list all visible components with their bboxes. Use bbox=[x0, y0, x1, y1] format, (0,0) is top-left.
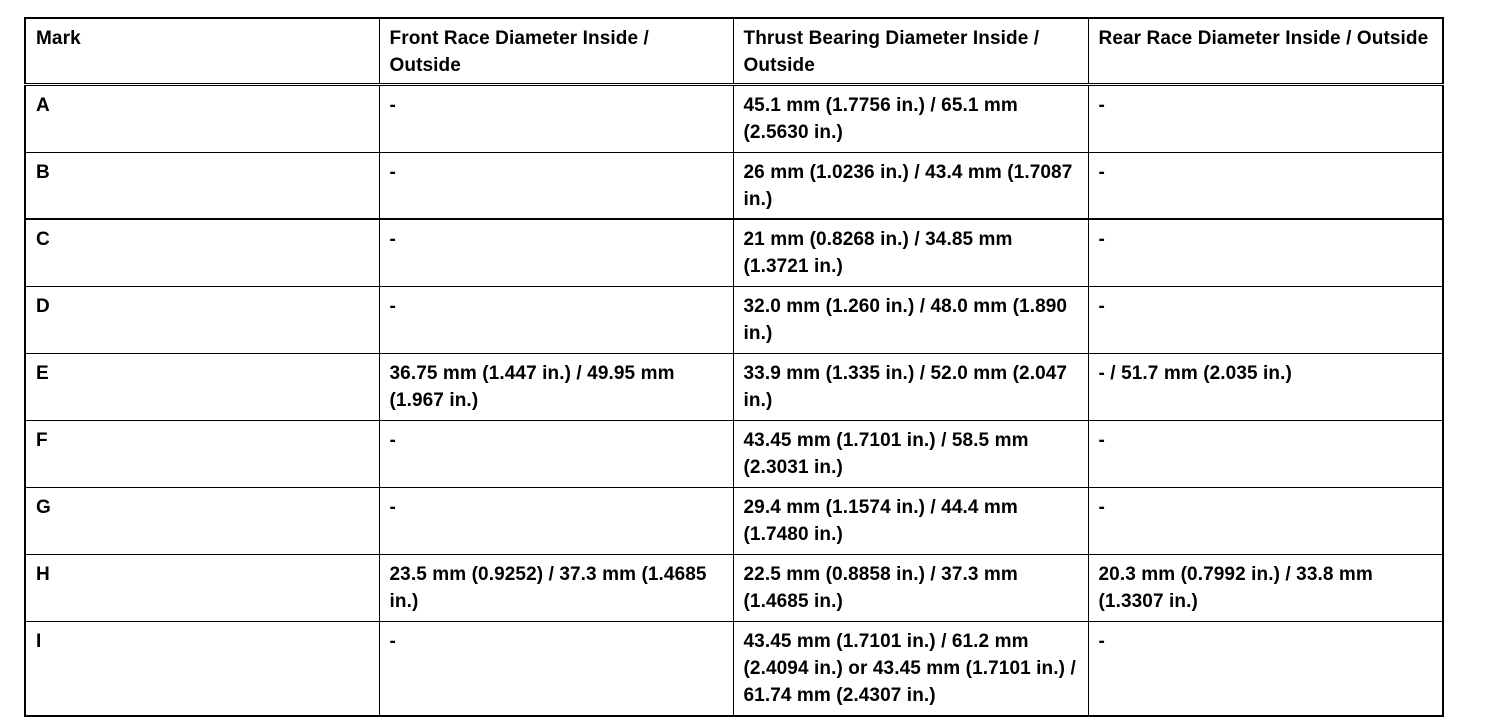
cell-thrust-bearing: 33.9 mm (1.335 in.) / 52.0 mm (2.047 in.) bbox=[733, 354, 1088, 421]
cell-mark: I bbox=[25, 622, 379, 717]
cell-rear-race: - bbox=[1088, 421, 1443, 488]
table-row bbox=[25, 85, 1443, 153]
header-mark: Mark bbox=[25, 18, 379, 85]
table-row bbox=[25, 622, 1443, 717]
cell-mark: H bbox=[25, 555, 379, 622]
cell-thrust-bearing: 21 mm (0.8268 in.) / 34.85 mm (1.3721 in.) bbox=[733, 219, 1088, 287]
cell-thrust-bearing: 32.0 mm (1.260 in.) / 48.0 mm (1.890 in.) bbox=[733, 287, 1088, 354]
cell-thrust-bearing: 43.45 mm (1.7101 in.) / 58.5 mm (2.3031 in.) bbox=[733, 421, 1088, 488]
header-front-race-diameter: Front Race Diameter Inside / Outside bbox=[379, 18, 733, 85]
table-row bbox=[25, 488, 1443, 555]
cell-mark: F bbox=[25, 421, 379, 488]
cell-front-race: 23.5 mm (0.9252) / 37.3 mm (1.4685 in.) bbox=[379, 555, 733, 622]
cell-mark: B bbox=[25, 153, 379, 220]
table-row bbox=[25, 555, 1443, 622]
bearing-race-table-container bbox=[24, 17, 1442, 717]
cell-thrust-bearing: 29.4 mm (1.1574 in.) / 44.4 mm (1.7480 in.) bbox=[733, 488, 1088, 555]
cell-thrust-bearing: 22.5 mm (0.8858 in.) / 37.3 mm (1.4685 in.) bbox=[733, 555, 1088, 622]
table-row bbox=[25, 354, 1443, 421]
cell-front-race: - bbox=[379, 287, 733, 354]
cell-front-race: - bbox=[379, 219, 733, 287]
table-row bbox=[25, 219, 1443, 287]
cell-rear-race: - bbox=[1088, 622, 1443, 717]
cell-thrust-bearing: 43.45 mm (1.7101 in.) / 61.2 mm (2.4094 in.) or 43.45 mm (1.7101 in.) / 61.74 mm (2.4307 in.) bbox=[733, 622, 1088, 717]
cell-front-race: - bbox=[379, 421, 733, 488]
cell-rear-race: - bbox=[1088, 85, 1443, 153]
cell-thrust-bearing: 45.1 mm (1.7756 in.) / 65.1 mm (2.5630 in.) bbox=[733, 85, 1088, 153]
table-header-row bbox=[25, 18, 1443, 85]
cell-rear-race: - bbox=[1088, 219, 1443, 287]
cell-mark: A bbox=[25, 85, 379, 153]
cell-rear-race: - / 51.7 mm (2.035 in.) bbox=[1088, 354, 1443, 421]
cell-mark: C bbox=[25, 219, 379, 287]
cell-mark: D bbox=[25, 287, 379, 354]
cell-thrust-bearing: 26 mm (1.0236 in.) / 43.4 mm (1.7087 in.) bbox=[733, 153, 1088, 220]
header-thrust-bearing-diameter: Thrust Bearing Diameter Inside / Outside bbox=[733, 18, 1088, 85]
cell-front-race: - bbox=[379, 85, 733, 153]
table-row bbox=[25, 287, 1443, 354]
cell-mark: E bbox=[25, 354, 379, 421]
cell-front-race: - bbox=[379, 488, 733, 555]
table-row bbox=[25, 153, 1443, 220]
cell-rear-race: 20.3 mm (0.7992 in.) / 33.8 mm (1.3307 in.) bbox=[1088, 555, 1443, 622]
cell-rear-race: - bbox=[1088, 287, 1443, 354]
cell-rear-race: - bbox=[1088, 488, 1443, 555]
cell-mark: G bbox=[25, 488, 379, 555]
bearing-race-diameter-table bbox=[24, 17, 1444, 717]
table-row bbox=[25, 421, 1443, 488]
cell-front-race: - bbox=[379, 153, 733, 220]
cell-front-race: 36.75 mm (1.447 in.) / 49.95 mm (1.967 in.) bbox=[379, 354, 733, 421]
cell-rear-race: - bbox=[1088, 153, 1443, 220]
cell-front-race: - bbox=[379, 622, 733, 717]
header-rear-race-diameter: Rear Race Diameter Inside / Outside bbox=[1088, 18, 1443, 85]
